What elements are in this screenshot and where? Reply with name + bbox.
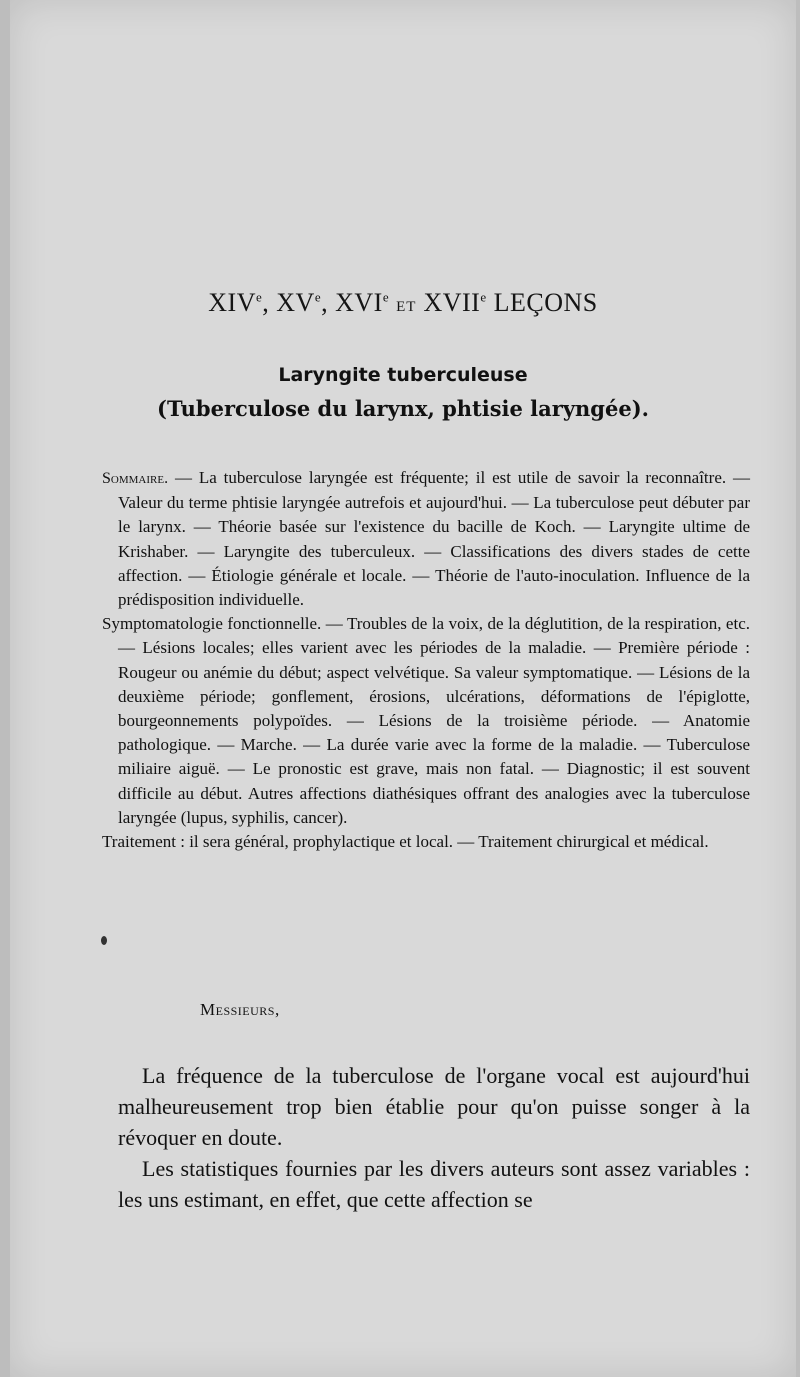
summary-block	[102, 466, 750, 854]
summary-paragraph	[102, 466, 750, 612]
chapter-title-sup: e	[255, 289, 263, 305]
ink-spot	[101, 936, 107, 945]
chapter-title-part: , XV	[262, 288, 315, 317]
summary-text: — La tuberculose laryngée est fréquente; il est utile de savoir la reconnaître. — Valeur du terme phtisie laryngée autrefois et aujourd'hui. — La tuberculose peut débuter par le larynx. — Théorie basée sur l'existence du bacille de Koch. — Laryngite ultime de Krishaber. — Laryngite des tuberculeux. — Classifications des divers stades de cette affection. — Étiologie générale et locale. — Théorie de l'auto-inoculation. Influence de la prédisposition individuelle.	[118, 468, 750, 610]
body-text	[118, 1060, 750, 1215]
summary-paragraph: Symptomatologie fonctionnelle. — Troubles de la voix, de la déglutition, de la respiration, etc. — Lésions locales; elles varient avec les périodes de la maladie. — Première période : Rougeur ou anémie du début; aspect velvétique. Sa valeur symptomatique. — Lésions de la deuxième période; gonflement, érosions, ulcérations, déformations de l'épiglotte, bourgeonnements polypoïdes. — Lésions de la troisième période. — Anatomie pathologique. — Marche. — La durée varie avec la forme de la maladie. — Tuberculose miliaire aiguë. — Le pronostic est grave, mais non fatal. — Diagnostic; il est souvent difficile au début. Autres affections diathésiques offrant des analogies avec la tuberculose laryngée (lupus, syphilis, cancer).	[102, 614, 750, 827]
summary-paragraph: Traitement : il sera général, prophylactique et local. — Traitement chirurgical et médical.	[102, 832, 709, 852]
subtitle-main: Laryngite tuberculeuse	[278, 364, 528, 386]
chapter-title-sup: e	[314, 289, 322, 305]
chapter-title-lecons: LEÇONS	[493, 288, 598, 317]
subtitle-secondary: (Tuberculose du larynx, phtisie laryngée).	[157, 396, 649, 421]
book-page	[10, 0, 796, 1377]
body-paragraph: Les statistiques fournies par les divers auteurs sont assez variables : les uns estimant, en effet, que cette affection se	[118, 1156, 750, 1212]
chapter-title	[10, 288, 796, 318]
chapter-title-sup: e	[480, 289, 487, 305]
chapter-title-et: ET	[396, 299, 417, 315]
chapter-title-part: , XVI	[321, 288, 383, 317]
salutation: Messieurs,	[200, 1000, 280, 1019]
body-paragraph: La fréquence de la tuberculose de l'organe vocal est aujourd'hui malheureusement trop bien établie pour qu'on puisse songer à la révoquer en doute.	[118, 1063, 750, 1150]
chapter-title-sup: e	[382, 289, 390, 305]
summary-label: Sommaire.	[102, 470, 169, 487]
chapter-title-part: XVII	[423, 288, 481, 317]
chapter-title-part: XIV	[208, 288, 256, 317]
